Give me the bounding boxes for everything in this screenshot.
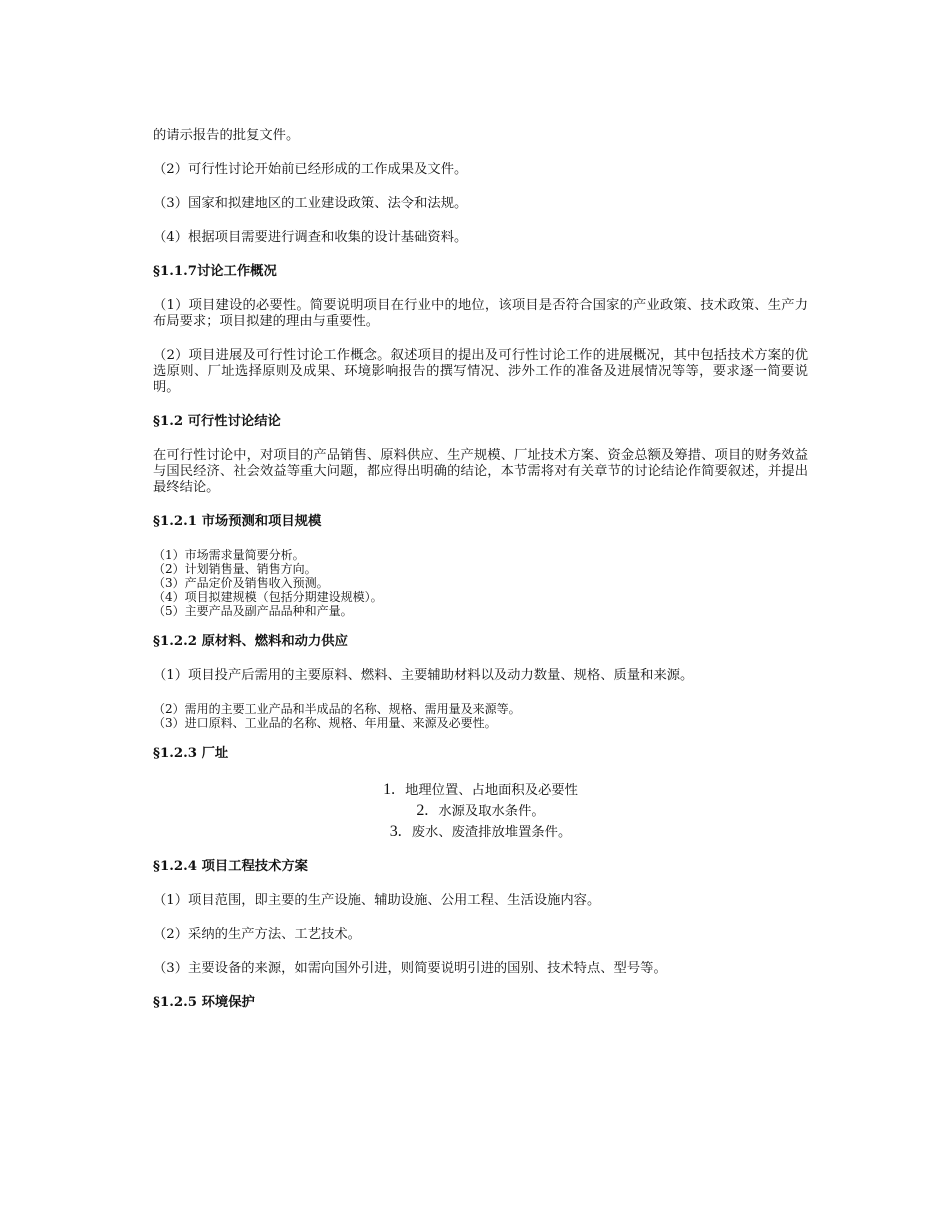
section-heading-1-2-5: §1.2.5 环境保护: [153, 995, 255, 1010]
list-text: 水源及取水条件。: [438, 804, 545, 819]
list-item: （4）项目拟建规模（包括分期建设规模）。: [153, 590, 383, 604]
section-heading-1-2-3: §1.2.3 厂址: [153, 746, 229, 761]
section-heading-1-2-2: §1.2.2 原材料、燃料和动力供应: [153, 634, 348, 649]
list-number: 3.: [389, 823, 402, 840]
list-number: 1.: [383, 781, 396, 798]
paragraph: （2）采纳的生产方法、工艺技术。: [153, 927, 361, 942]
list-text: 废水、废渣排放堆置条件。: [411, 825, 572, 840]
list-text: 地理位置、占地面积及必要性: [405, 783, 578, 798]
list-item: （5）主要产品及副产品品种和产量。: [153, 604, 353, 618]
list-item: （3）进口原料、工业品的名称、规格、年用量、来源及必要性。: [153, 716, 497, 730]
paragraph: 在可行性讨论中，对项目的产品销售、原料供应、生产规模、厂址技术方案、资金总额及筹措、项目的财务效益与国民经济、社会效益等重大问题，都应得出明确的结论，本节需将对有关章节的讨论结论作简要叙述，并提出最终结论。: [153, 448, 808, 495]
list-item: （2）需用的主要工业产品和半成品的名称、规格、需用量及来源等。: [153, 702, 521, 716]
list-item: [153, 801, 808, 822]
section-heading-1-1-7: §1.1.7讨论工作概况: [153, 264, 277, 279]
list-item: （3）产品定价及销售收入预测。: [153, 576, 329, 590]
list-number: 2.: [416, 802, 429, 819]
paragraph: （3）国家和拟建地区的工业建设政策、法令和法规。: [153, 196, 468, 211]
list-item: （2）计划销售量、销售方向。: [153, 562, 317, 576]
section-heading-1-2-1: §1.2.1 市场预测和项目规模: [153, 514, 322, 529]
paragraph: 的请示报告的批复文件。: [153, 128, 300, 143]
paragraph: （1）项目投产后需用的主要原料、燃料、主要辅助材料以及动力数量、规格、质量和来源。: [153, 668, 694, 683]
section-heading-1-2-4: §1.2.4 项目工程技术方案: [153, 859, 308, 874]
paragraph: （1）项目建设的必要性。简要说明项目在行业中的地位，该项目是否符合国家的产业政策、技术政策、生产力布局要求；项目拟建的理由与重要性。: [153, 298, 808, 329]
section-heading-1-2: §1.2 可行性讨论结论: [153, 414, 281, 429]
list-item: [153, 822, 808, 843]
market-list: [153, 548, 808, 618]
list-item: [153, 780, 808, 801]
document-page: [153, 128, 808, 1029]
paragraph: （4）根据项目需要进行调查和收集的设计基础资料。: [153, 230, 468, 245]
paragraph: （1）项目范围，即主要的生产设施、辅助设施、公用工程、生活设施内容。: [153, 893, 601, 908]
paragraph: （3）主要设备的来源，如需向国外引进，则简要说明引进的国别、技术特点、型号等。: [153, 961, 667, 976]
site-numbered-list: [153, 780, 808, 843]
paragraph: （2）可行性讨论开始前已经形成的工作成果及文件。: [153, 162, 468, 177]
list-item: （1）市场需求量简要分析。: [153, 548, 305, 562]
materials-list: [153, 702, 808, 730]
paragraph: （2）项目进展及可行性讨论工作概念。叙述项目的提出及可行性讨论工作的进展概况，其中包括技术方案的优选原则、厂址选择原则及成果、环境影响报告的撰写情况、涉外工作的准备及进展情况等等，要求逐一简要说明。: [153, 348, 808, 395]
